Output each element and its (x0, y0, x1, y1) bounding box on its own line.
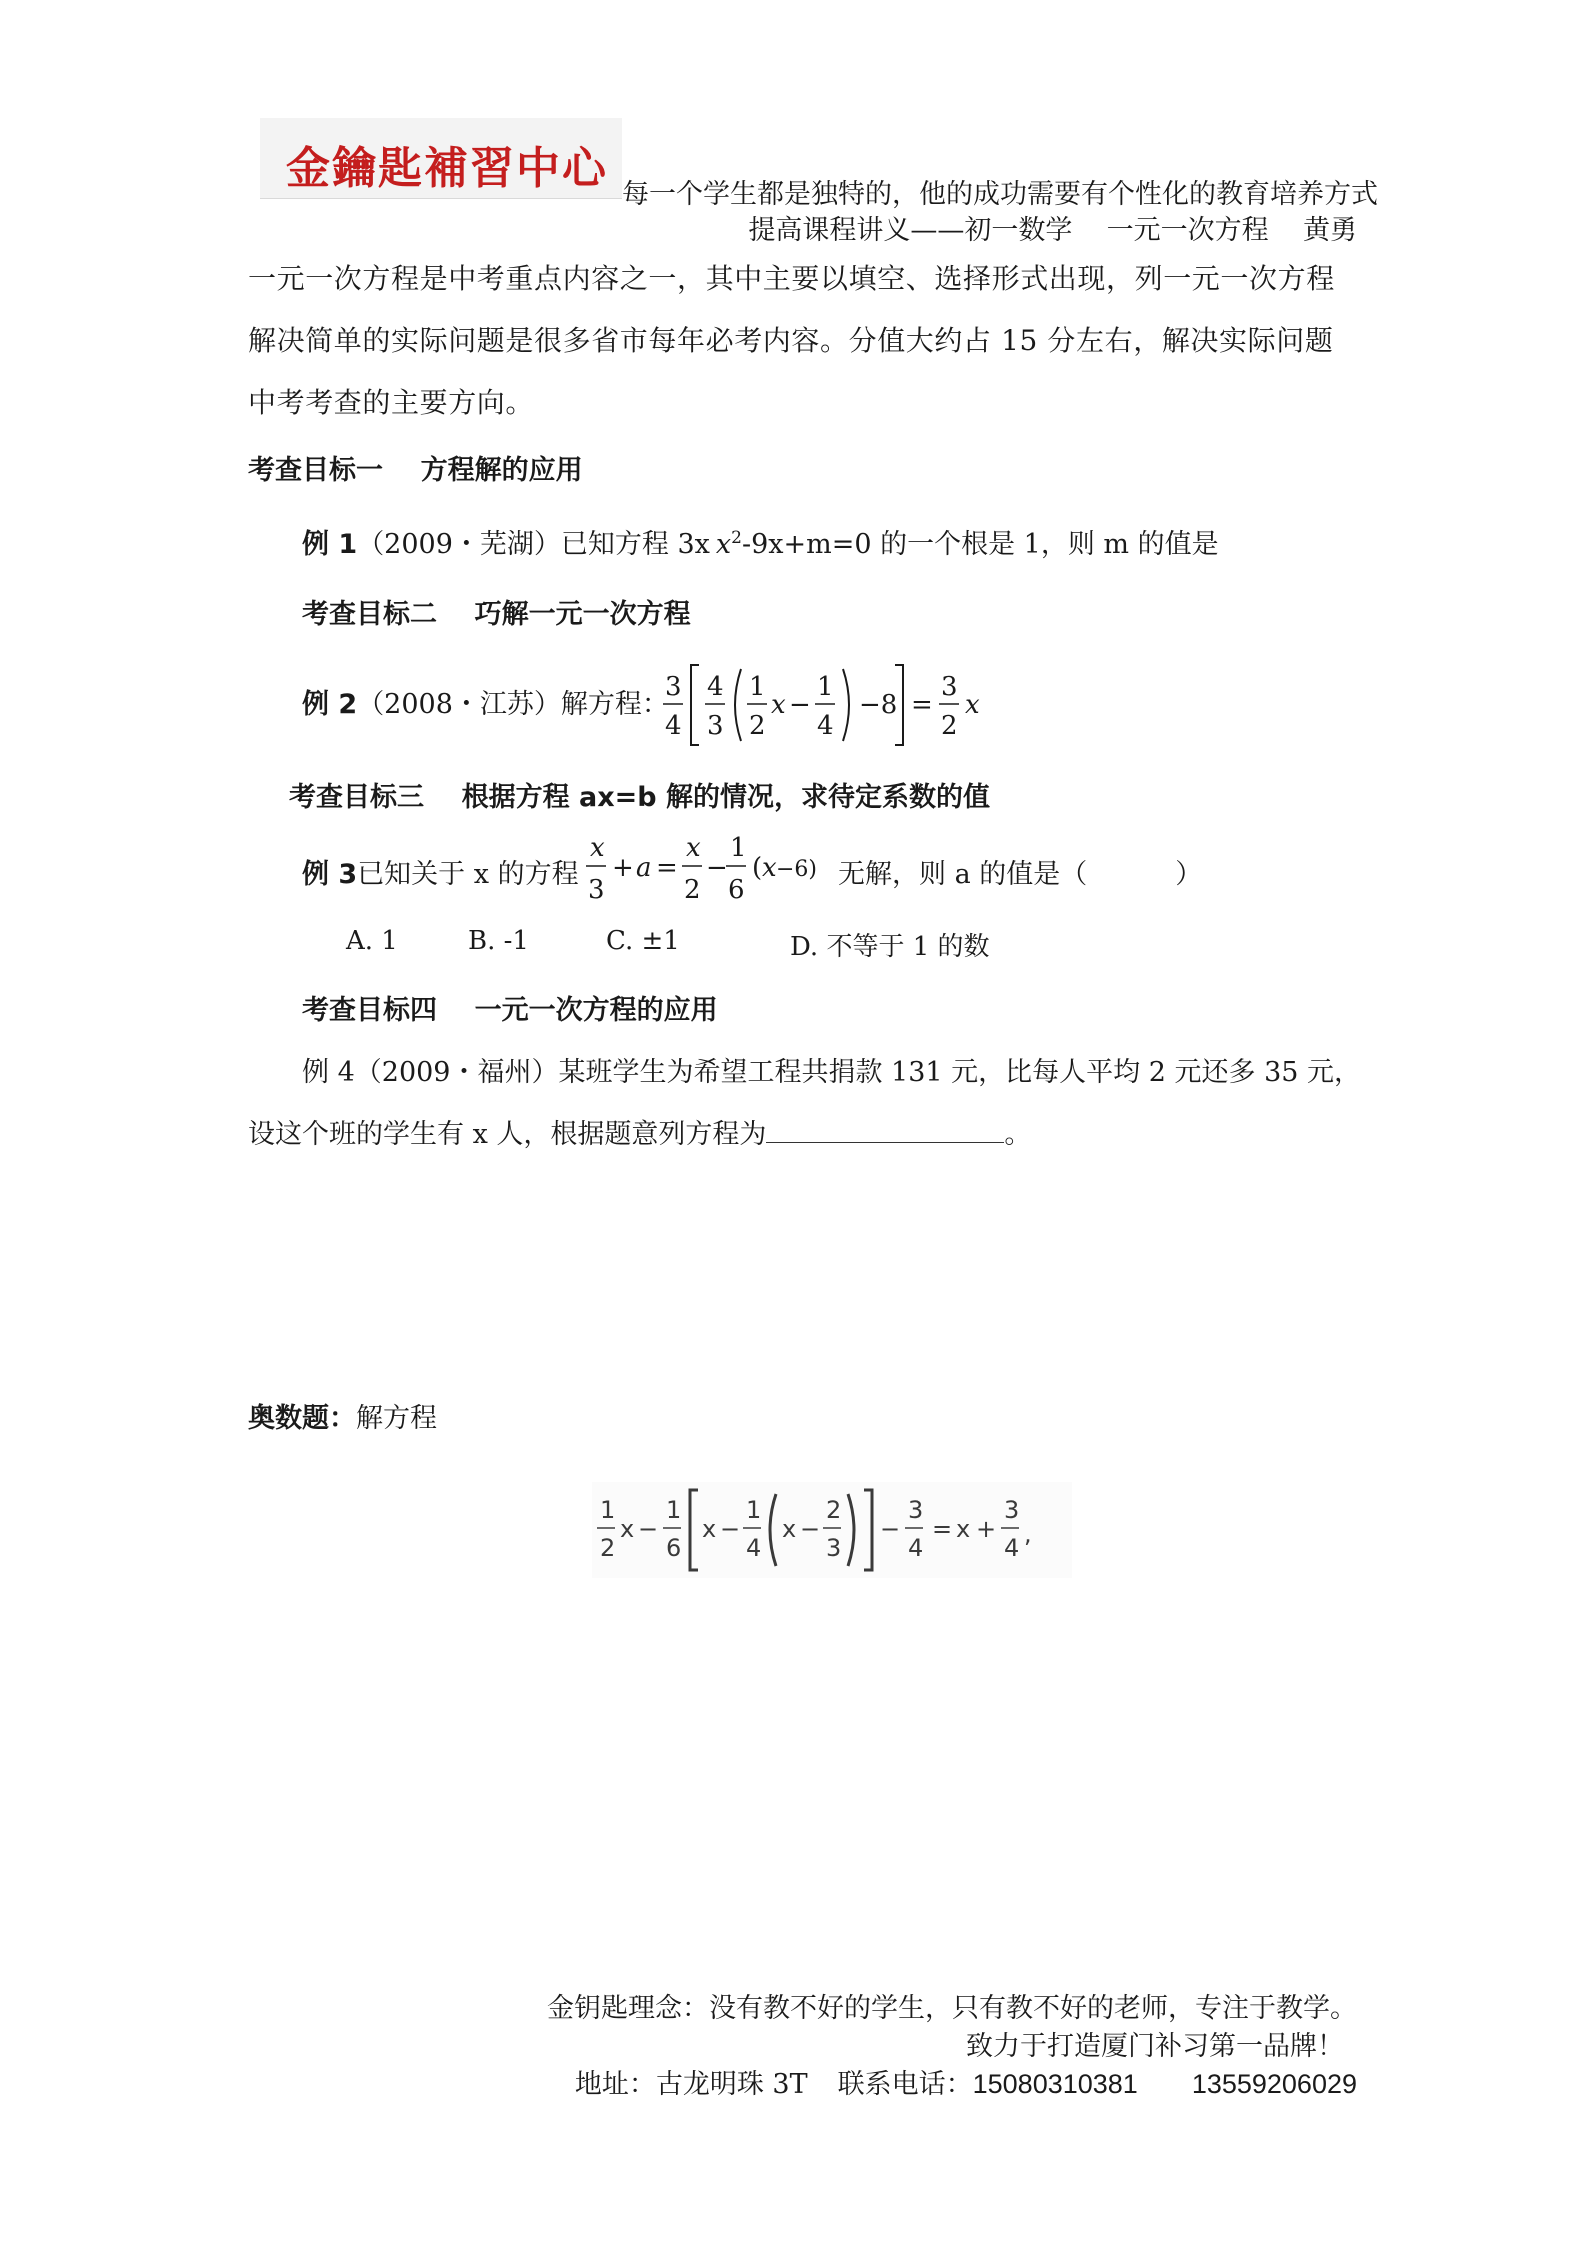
logo-text: 金鑰匙補習中心 (286, 143, 608, 194)
option-a: A. 1 (346, 926, 398, 956)
svg-text:+: + (976, 1515, 997, 1543)
svg-text:−: − (706, 853, 728, 883)
svg-text:,: , (1024, 1520, 1032, 1548)
svg-text:x: x (771, 690, 786, 720)
example3-text-c: ） (1175, 859, 1203, 890)
section4-heading: 考查目标四 一元一次方程的应用 (302, 995, 718, 1026)
svg-text:x: x (590, 833, 605, 863)
olympiad-text: 解方程 (356, 1403, 437, 1434)
svg-text:6: 6 (666, 1534, 682, 1562)
option-d: D. 不等于 1 的数 (790, 932, 990, 962)
svg-text:1: 1 (666, 1496, 682, 1524)
svg-text:2: 2 (600, 1534, 616, 1562)
intro-paragraph: 一元一次方程是中考重点内容之一，其中主要以填空、选择形式出现，列一元一次方程解决简单的实际问题是很多省市每年必考内容。分值大约占 15 分左右，解决实际问题中考考查的主要方向。 (248, 262, 1335, 419)
svg-text:4: 4 (746, 1534, 762, 1562)
example3-text-b: 无解，则 a 的值是（ (838, 859, 1088, 890)
svg-text:x: x (702, 1515, 717, 1543)
section1-heading: 考查目标一 方程解的应用 (248, 455, 583, 486)
svg-text:=: = (656, 853, 678, 883)
svg-text:x: x (965, 690, 980, 720)
svg-text:−: − (800, 1515, 821, 1543)
svg-text:−8: −8 (859, 690, 898, 720)
example4-end: 。 (1004, 1119, 1032, 1150)
footer-address: 地址：古龙明珠 3T (574, 2069, 808, 2100)
olympiad-label: 奥数题： (248, 1403, 356, 1434)
svg-text:−: − (880, 1515, 901, 1543)
footer-slogan: 致力于打造厦门补习第一品牌！ (966, 2031, 1344, 2062)
svg-text:2: 2 (826, 1496, 842, 1524)
header-motto: 每一个学生都是独特的，他的成功需要有个性化的教育培养方式 (622, 179, 1378, 210)
svg-text:x: x (782, 1515, 797, 1543)
option-b: B. -1 (468, 926, 529, 956)
svg-text:3: 3 (826, 1534, 842, 1562)
svg-text:1: 1 (817, 672, 834, 702)
example3-equation (582, 818, 818, 918)
svg-text:3: 3 (588, 875, 605, 905)
header-course-line: 提高课程讲义——初一数学 一元一次方程 黄勇 (748, 215, 1357, 246)
svg-text:2: 2 (941, 711, 958, 741)
example2-text (302, 682, 669, 721)
section2-heading: 考查目标二 巧解一元一次方程 (302, 599, 691, 630)
example1-exponent: 2 (731, 528, 742, 548)
svg-text:−: − (789, 690, 811, 720)
svg-text:x: x (762, 853, 777, 883)
svg-text:1: 1 (730, 833, 747, 863)
olympiad-line (248, 1396, 437, 1435)
example1-label: 例 1 (302, 529, 358, 560)
example2-equation (655, 655, 995, 755)
svg-text:3: 3 (1004, 1496, 1020, 1524)
example1-var: x (715, 529, 732, 560)
svg-text:1: 1 (746, 1496, 762, 1524)
svg-text:6: 6 (728, 875, 745, 905)
svg-text:3: 3 (665, 672, 682, 702)
svg-text:a: a (636, 853, 652, 883)
footer-contact (575, 2062, 1357, 2101)
footer-phone-1: 15080310381 (972, 2069, 1138, 2099)
svg-text:−: − (638, 1515, 659, 1543)
svg-text:+: + (612, 853, 634, 883)
example3-text-right (838, 852, 1202, 891)
svg-text:4: 4 (817, 711, 834, 741)
svg-text:=: = (911, 690, 933, 720)
svg-text:3: 3 (707, 711, 724, 741)
example4-line2-text: 设这个班的学生有 x 人，根据题意列方程为 (248, 1119, 767, 1150)
svg-text:1: 1 (749, 672, 766, 702)
logo (260, 118, 622, 199)
example2-text-content: （2008・江苏）解方程： (357, 689, 669, 720)
svg-text:4: 4 (665, 711, 682, 741)
example3-label: 例 3 (302, 859, 358, 890)
svg-text:−: − (720, 1515, 741, 1543)
svg-text:4: 4 (908, 1534, 924, 1562)
svg-text:x: x (620, 1515, 635, 1543)
example1-text-a: （2009・芜湖）已知方程 3x (357, 529, 710, 560)
footer-philosophy: 金钥匙理念：没有教不好的学生，只有教不好的老师，专注于教学。 (547, 1993, 1357, 2024)
svg-text:3: 3 (908, 1496, 924, 1524)
example1 (302, 522, 1219, 561)
example1-text-b: -9x+m=0 的一个根是 1，则 m 的值是 (741, 529, 1219, 560)
option-c: C. ±1 (606, 926, 680, 956)
footer-phone-2: 13559206029 (1191, 2069, 1357, 2099)
footer-phone-label: 联系电话： (837, 2069, 973, 2100)
olympiad-equation (592, 1482, 1072, 1578)
example2-label: 例 2 (302, 689, 358, 720)
section3-heading: 考查目标三 根据方程 ax=b 解的情况，求待定系数的值 (289, 782, 990, 813)
svg-text:(: ( (752, 853, 763, 883)
svg-text:2: 2 (749, 711, 766, 741)
svg-text:x: x (686, 833, 701, 863)
svg-text:1: 1 (600, 1496, 616, 1524)
example3-text-a: 已知关于 x 的方程 (357, 859, 579, 890)
svg-text:−6): −6) (776, 857, 818, 882)
svg-text:=: = (932, 1515, 953, 1543)
svg-text:3: 3 (941, 672, 958, 702)
example4-line2 (248, 1112, 1031, 1151)
svg-text:4: 4 (707, 672, 724, 702)
svg-text:x: x (956, 1515, 971, 1543)
example4-line1: 例 4（2009・福州）某班学生为希望工程共捐款 131 元，比每人平均 2 元还多 35 元， (302, 1057, 1362, 1088)
svg-text:2: 2 (684, 875, 701, 905)
svg-text:4: 4 (1004, 1534, 1020, 1562)
example3-text-left (302, 852, 579, 891)
example4-answer-blank (766, 1118, 1004, 1143)
